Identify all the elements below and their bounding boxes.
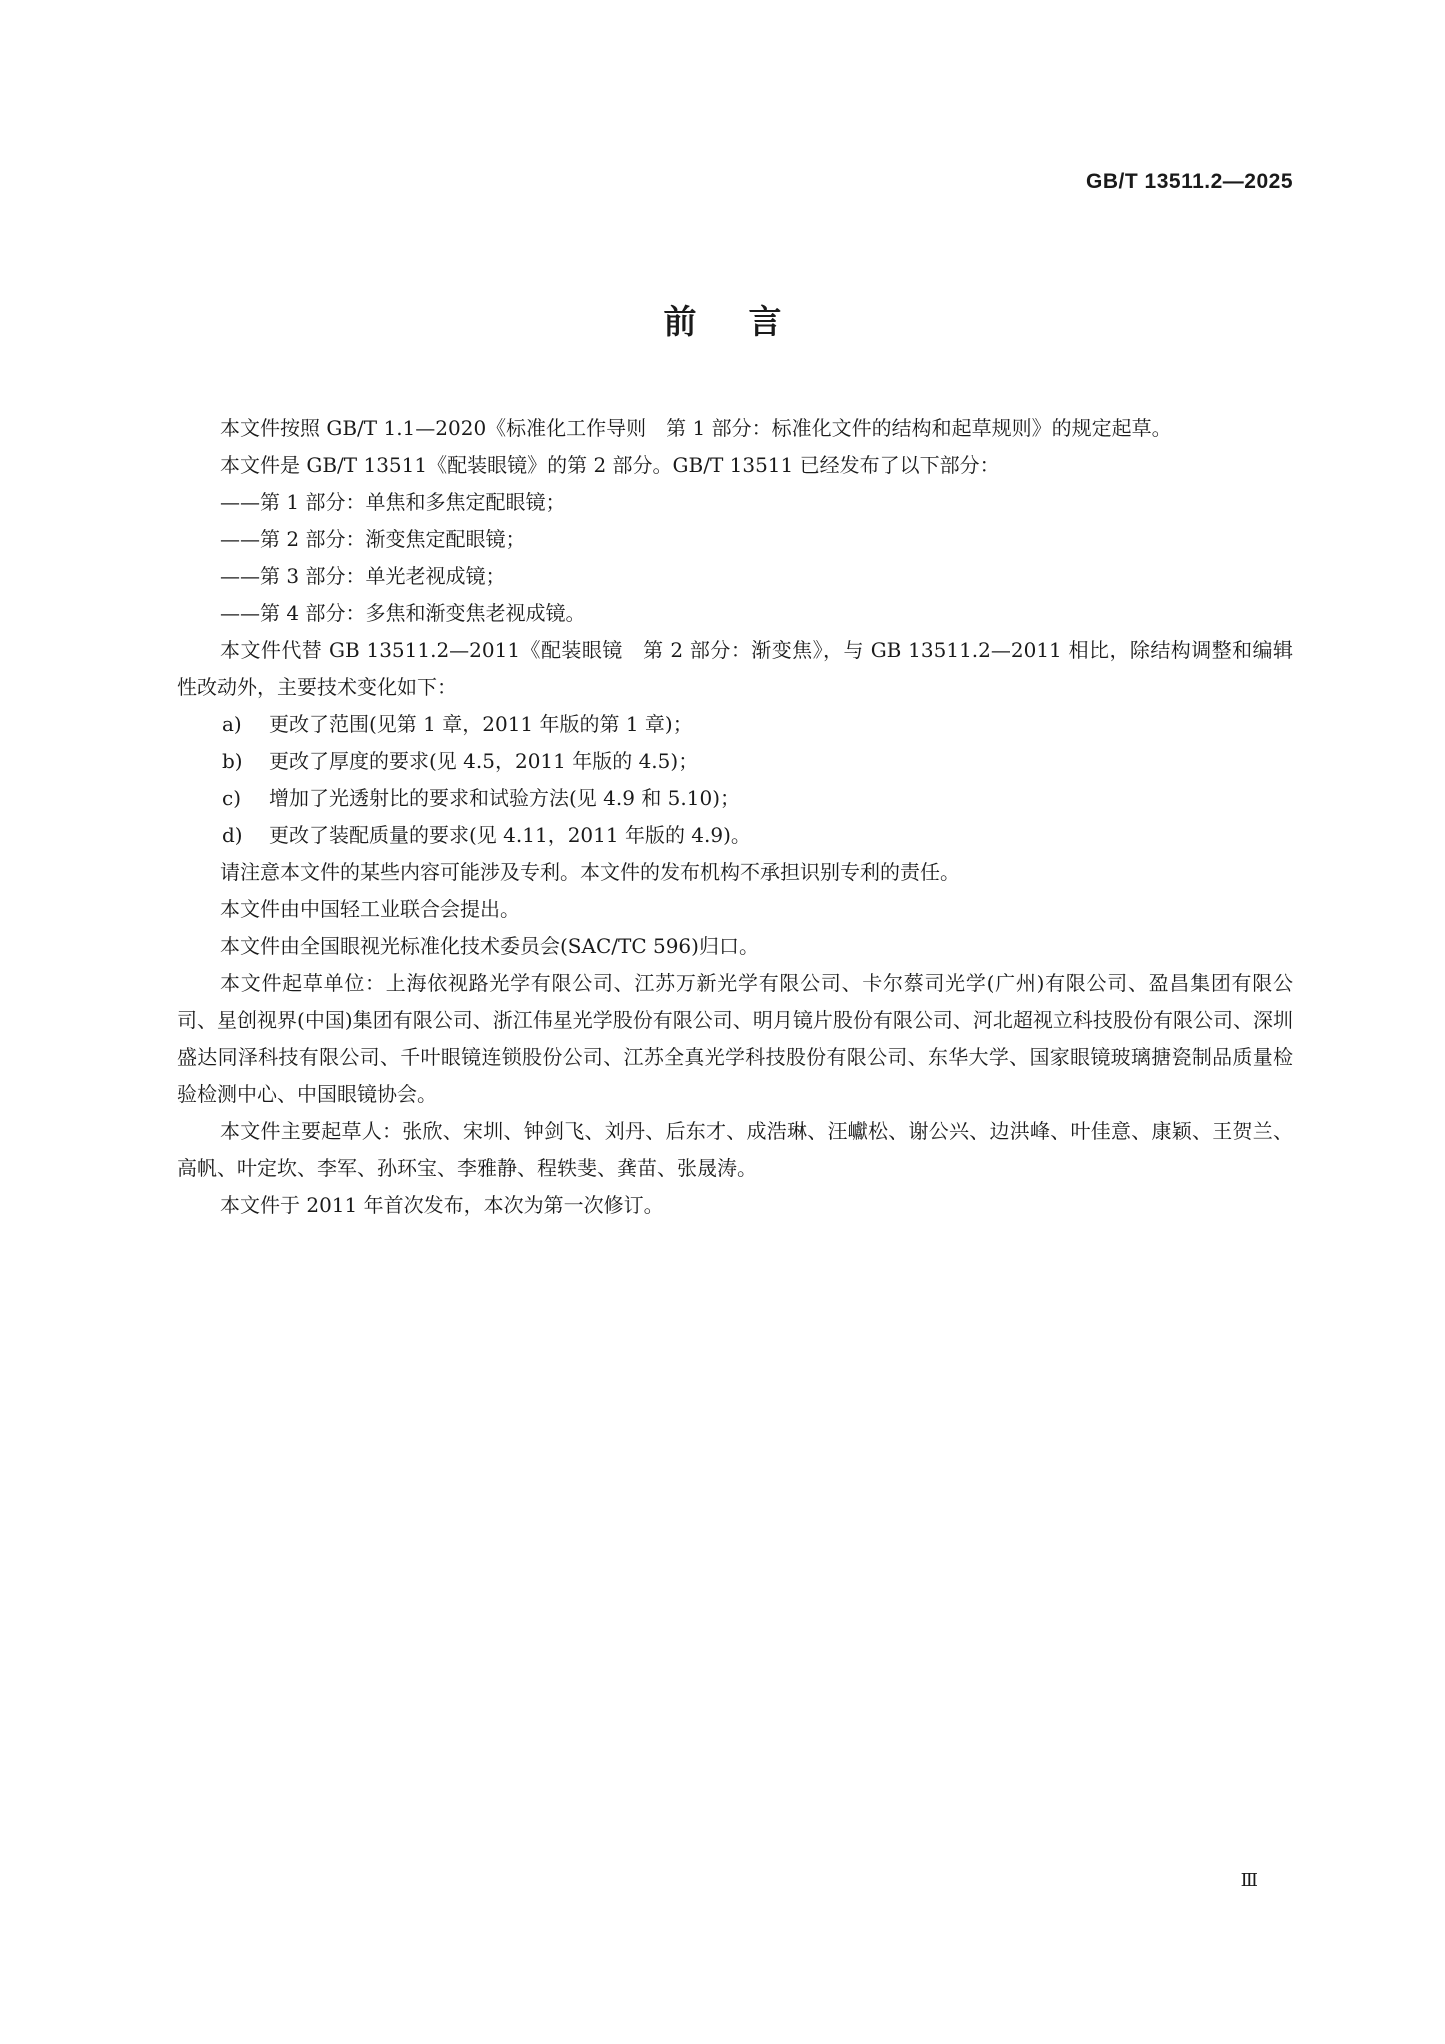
list-item-change-c [177,780,1293,817]
list-text: 更改了厚度的要求(见 4.5，2011 年版的 4.5)； [269,749,699,773]
page-title: 前言 [663,302,834,341]
list-item-change-b [177,743,1293,780]
list-marker: d) [222,823,243,847]
list-item-change-a [177,706,1293,743]
paragraph-history: 本文件于 2011 年首次发布，本次为第一次修订。 [220,1193,664,1217]
list-text: 增加了光透射比的要求和试验方法(见 4.9 和 5.10)； [269,786,741,810]
paragraph-replacement: 本文件代替 GB 13511.2—2011《配装眼镜 第 2 部分：渐变焦》，与 GB 13511.2—2011 相比，除结构调整和编辑性改动外，主要技术变化如下： [177,638,1293,699]
list-marker: c) [222,786,242,810]
list-text: 更改了装配质量的要求(见 4.11，2011 年版的 4.9)。 [269,823,751,847]
page-number: Ⅲ [1240,1870,1258,1891]
paragraph-drafters: 本文件主要起草人：张欣、宋圳、钟剑飞、刘丹、后东才、成浩琳、汪巘松、谢公兴、边洪峰、叶佳意、康颖、王贺兰、高帆、叶定坎、李军、孙环宝、李雅静、程轶斐、龚苗、张晟涛。 [177,1119,1293,1180]
list-item-part-4: ——第 4 部分：多焦和渐变焦老视成镜。 [220,601,586,625]
paragraph-patent-notice: 请注意本文件的某些内容可能涉及专利。本文件的发布机构不承担识别专利的责任。 [220,860,960,884]
paragraph-proposer: 本文件由中国轻工业联合会提出。 [220,897,520,921]
list-item-part-3: ——第 3 部分：单光老视成镜； [220,564,506,588]
list-item-part-1: ——第 1 部分：单焦和多焦定配眼镜； [220,490,566,514]
list-item-change-d [177,817,1293,854]
standard-code: GB/T 13511.2—2025 [1086,170,1293,193]
paragraph-drafting-units: 本文件起草单位：上海依视路光学有限公司、江苏万新光学有限公司、卡尔蔡司光学(广州)有限公司、盈昌集团有限公司、星创视界(中国)集团有限公司、浙江伟星光学股份有限公司、明月镜片股份有限公司、河北超视立科技股份有限公司、深圳盛达同泽科技有限公司、千叶眼镜连锁股份公司、江苏全真光学科技股份有限公司、东华大学、国家眼镜玻璃搪瓷制品质量检验检测中心、中国眼镜协会。 [177,971,1293,1106]
foreword-body [177,410,1293,1224]
list-text: 更改了范围(见第 1 章，2011 年版的第 1 章)； [269,712,693,736]
list-item-part-2: ——第 2 部分：渐变焦定配眼镜； [220,527,526,551]
paragraph-committee: 本文件由全国眼视光标准化技术委员会(SAC/TC 596)归口。 [220,934,759,958]
paragraph-drafting-rules: 本文件按照 GB/T 1.1—2020《标准化工作导则 第 1 部分：标准化文件的结构和起草规则》的规定起草。 [220,416,1172,440]
list-marker: b) [222,749,243,773]
paragraph-series-info: 本文件是 GB/T 13511《配装眼镜》的第 2 部分。GB/T 13511 已经发布了以下部分： [220,453,1000,477]
list-marker: a) [222,712,242,736]
